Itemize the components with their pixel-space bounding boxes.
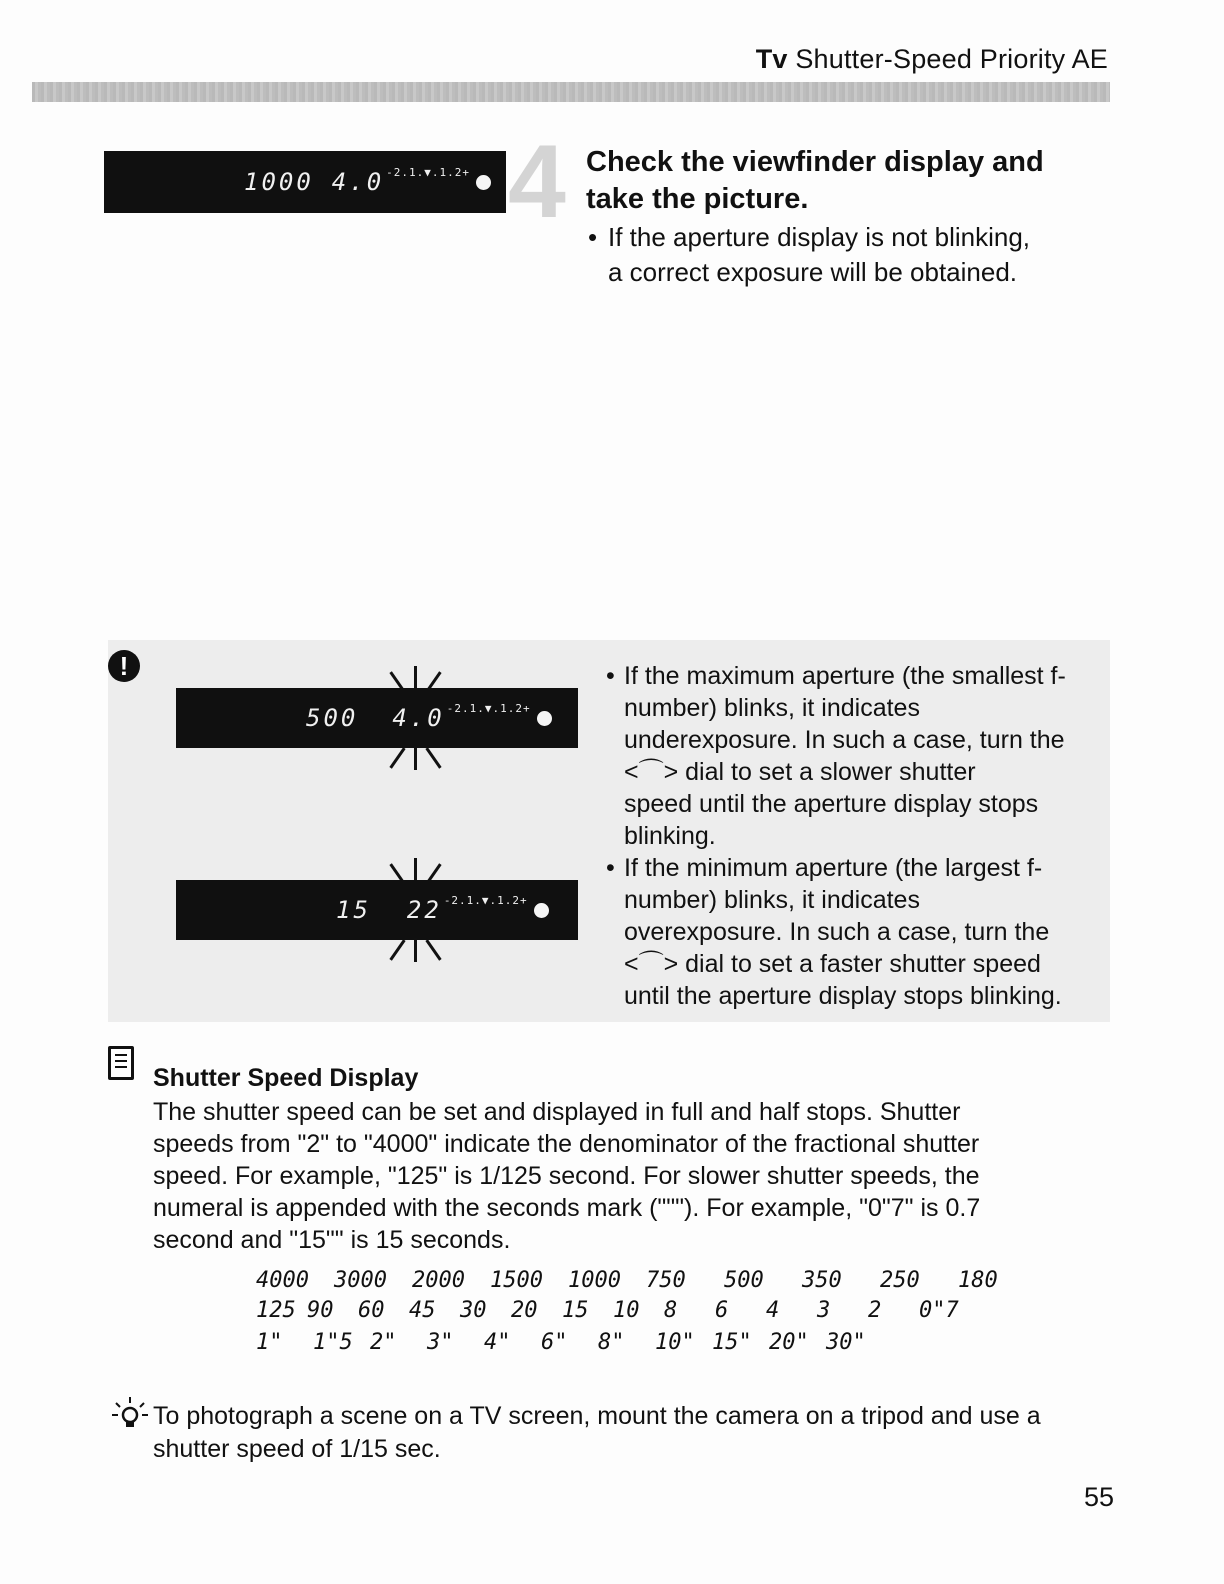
caution-item-overexposure <box>606 852 1106 1012</box>
shutter-speed-value: 10" <box>655 1330 695 1355</box>
focus-confirmation-icon <box>537 711 552 726</box>
shutter-speed-value: 1"5 <box>313 1330 353 1355</box>
page-header-title <box>756 44 1108 75</box>
blink-indicator-bottom-1 <box>386 746 446 772</box>
step-text-line: If the aperture display is not blinking, <box>608 222 1031 252</box>
caution-line: <⌒> dial to set a faster shutter speed <box>624 950 1041 978</box>
shutter-speed-value: 3 <box>817 1298 831 1323</box>
caution-line: number) blinks, it indicates <box>624 886 920 914</box>
step-title: Check the viewfinder display and take the picture. <box>586 146 1044 215</box>
focus-confirmation-icon <box>476 175 491 190</box>
shutter-speed-value: 2" <box>370 1330 397 1355</box>
viewfinder-aperture: 4.0 <box>331 168 385 196</box>
shutter-speed-value: 750 <box>646 1268 686 1293</box>
viewfinder-aperture: 22 <box>406 896 442 924</box>
shutter-speed-value: 2 <box>868 1298 882 1323</box>
tip-line: shutter speed of 1/15 sec. <box>153 1435 441 1463</box>
shutter-speed-value: 1500 <box>490 1268 543 1293</box>
shutter-speed-value: 60 <box>358 1298 385 1323</box>
exposure-level-scale: -2.1.▼.1.2+ <box>446 701 531 715</box>
shutter-speed-value: 1000 <box>568 1268 621 1293</box>
header-rule <box>32 82 1110 102</box>
shutter-speed-value: 30 <box>460 1298 487 1323</box>
caution-line: underexposure. In such a case, turn the <box>624 726 1065 754</box>
note-icon <box>108 1046 134 1080</box>
exposure-level-scale: -2.1.▼.1.2+ <box>443 893 528 907</box>
step-instruction <box>588 220 1118 290</box>
shutter-speed-value: 2000 <box>412 1268 465 1293</box>
viewfinder-display-overexposure <box>176 880 578 940</box>
shutter-speed-value: 250 <box>880 1268 920 1293</box>
viewfinder-shutter-speed: 15 <box>336 896 371 924</box>
caution-line: speed until the aperture display stops <box>624 790 1039 818</box>
shutter-speed-value: 4 <box>766 1298 780 1323</box>
shutter-speed-value: 6" <box>541 1330 568 1355</box>
viewfinder-shutter-speed: 1000 <box>244 168 314 196</box>
viewfinder-display-main <box>104 151 506 213</box>
shutter-speed-value: 500 <box>724 1268 764 1293</box>
note-line: speed. For example, "125" is 1/125 second. For slower shutter speeds, the <box>153 1162 980 1190</box>
viewfinder-shutter-speed: 500 <box>306 704 359 732</box>
shutter-speed-value: 90 <box>307 1298 334 1323</box>
shutter-speed-value: 45 <box>409 1298 436 1323</box>
note-body <box>153 1096 1063 1256</box>
caution-icon: ! <box>108 650 140 682</box>
tip-text <box>153 1400 1113 1466</box>
caution-line: blinking. <box>624 822 716 850</box>
shutter-speed-value: 3" <box>427 1330 454 1355</box>
caution-item-underexposure <box>606 660 1106 852</box>
shutter-speed-value: 6 <box>715 1298 729 1323</box>
shutter-speed-value: 8" <box>598 1330 625 1355</box>
shutter-speed-value: 4" <box>484 1330 511 1355</box>
caution-line: number) blinks, it indicates <box>624 694 920 722</box>
tv-mode-label: Tv <box>755 44 788 74</box>
shutter-speed-value: 20" <box>769 1330 809 1355</box>
viewfinder-display-underexposure <box>176 688 578 748</box>
note-line: second and "15"" is 15 seconds. <box>153 1226 511 1254</box>
focus-confirmation-icon <box>534 903 549 918</box>
section-title: Shutter-Speed Priority AE <box>795 44 1108 74</box>
caution-line: If the maximum aperture (the smallest f- <box>624 662 1066 690</box>
shutter-speed-value: 8 <box>664 1298 678 1323</box>
caution-line: If the minimum aperture (the largest f- <box>624 854 1043 882</box>
shutter-speed-value: 4000 <box>256 1268 309 1293</box>
caution-line: <⌒> dial to set a slower shutter <box>624 758 976 786</box>
page-number: 55 <box>1083 1482 1114 1512</box>
exposure-level-scale: -2.1.▼.1.2+ <box>386 165 471 179</box>
tip-line: To photograph a scene on a TV screen, mount the camera on a tripod and use a <box>153 1402 1041 1430</box>
caution-line: overexposure. In such a case, turn the <box>624 918 1050 946</box>
viewfinder-aperture: 4.0 <box>392 704 445 732</box>
lightbulb-tip-icon <box>110 1395 150 1435</box>
shutter-speed-value: 15 <box>562 1298 589 1323</box>
bullet-icon: • <box>588 222 598 252</box>
shutter-speed-value: 3000 <box>334 1268 387 1293</box>
note-line: speeds from "2" to "4000" indicate the denominator of the fractional shutter <box>153 1130 980 1158</box>
shutter-speed-value: 1" <box>256 1330 283 1355</box>
shutter-speed-table <box>256 1268 998 1368</box>
shutter-speed-value: 15" <box>712 1330 752 1355</box>
shutter-speed-value: 125 <box>256 1298 296 1323</box>
note-line: numeral is appended with the seconds mark ("""). For example, "0"7" is 0.7 <box>153 1194 981 1222</box>
note-title: Shutter Speed Display <box>153 1064 419 1092</box>
step-text-line: a correct exposure will be obtained. <box>608 257 1018 287</box>
caution-line: until the aperture display stops blinking. <box>624 982 1062 1010</box>
shutter-speed-value: 0"7 <box>919 1298 959 1323</box>
note-line: The shutter speed can be set and displayed in full and half stops. Shutter <box>153 1098 961 1126</box>
bullet-icon: • <box>606 854 615 882</box>
bullet-icon: • <box>606 662 615 690</box>
blink-indicator-bottom-2 <box>386 938 446 964</box>
shutter-speed-value: 180 <box>958 1268 998 1293</box>
step-number: 4 <box>508 124 566 240</box>
shutter-speed-value: 10 <box>613 1298 640 1323</box>
shutter-speed-value: 350 <box>802 1268 842 1293</box>
shutter-speed-value: 30" <box>826 1330 866 1355</box>
shutter-speed-value: 20 <box>511 1298 538 1323</box>
